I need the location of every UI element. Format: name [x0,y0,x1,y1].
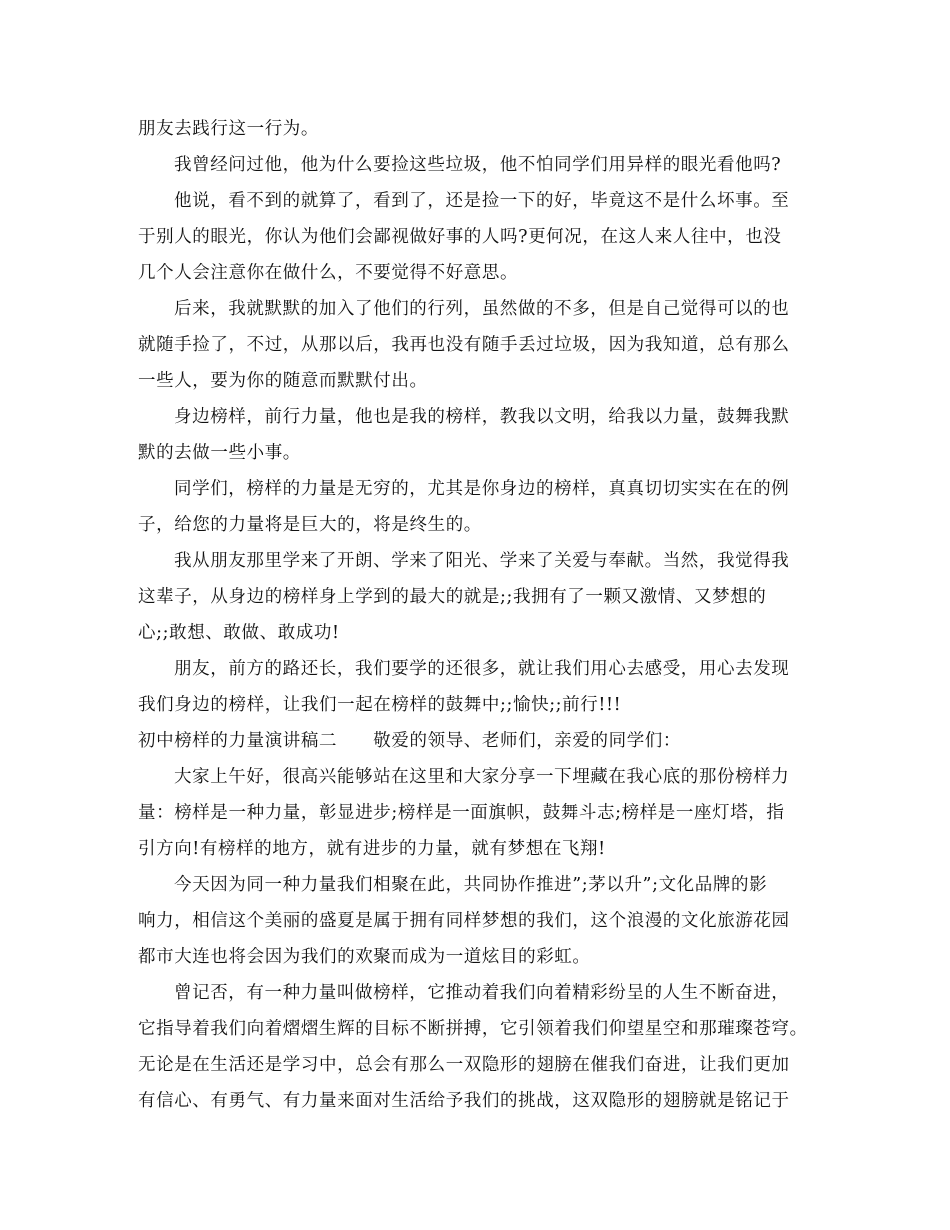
section-heading: 初中榜样的力量演讲稿二 敬爱的领导、老师们，亲爱的同学们： [138,731,681,751]
text-line: 几个人会注意你在做什么，不要觉得不好意思。 [138,263,519,283]
text-line: 都市大连也将会因为我们的欢聚而成为一道炫目的彩虹。 [138,947,591,967]
text-line: 它指导着我们向着熠熠生辉的目标不断拼搏，它引领着我们仰望星空和那璀璨苍穹。 [138,1019,808,1039]
text-line: 心;;敢想、敢做、敢成功! [138,623,340,643]
text-line: 后来，我就默默的加入了他们的行列，虽然做的不多，但是自己觉得可以的也 [174,299,790,319]
text-line: 引方向!有榜样的地方，就有进步的力量，就有梦想在飞翔! [138,839,606,859]
text-line: 有信心、有勇气、有力量来面对生活给予我们的挑战，这双隐形的翅膀就是铭记于 [138,1091,790,1111]
text-line: 朋友去践行这一行为。 [138,119,319,139]
text-line: 一些人，要为你的随意而默默付出。 [138,371,428,391]
text-line: 大家上午好，很高兴能够站在这里和大家分享一下埋藏在我心底的那份榜样力 [174,767,790,787]
text-line: 就随手捡了，不过，从那以后，我再也没有随手丢过垃圾，因为我知道，总有那么 [138,335,790,355]
text-line: 子，给您的力量将是巨大的，将是终生的。 [138,515,482,535]
text-line: 无论是在生活还是学习中，总会有那么一双隐形的翅膀在催我们奋进，让我们更加 [138,1055,790,1075]
text-line: 他说，看不到的就算了，看到了，还是捡一下的好，毕竟这不是什么坏事。至 [174,191,790,211]
text-line: 我曾经问过他，他为什么要捡这些垃圾，他不怕同学们用异样的眼光看他吗? [174,155,782,175]
text-line: 同学们，榜样的力量是无穷的，尤其是你身边的榜样，真真切切实实在在的例 [174,479,790,499]
text-line: 于别人的眼光，你认为他们会鄙视做好事的人吗?更何况，在这人来人往中，也没 [138,227,782,247]
text-line: 曾记否，有一种力量叫做榜样，它推动着我们向着精彩纷呈的人生不断奋进， [174,983,790,1003]
text-line: 量：榜样是一种力量，彰显进步;榜样是一面旗帜，鼓舞斗志;榜样是一座灯塔，指 [138,803,785,823]
text-line: 响力，相信这个美丽的盛夏是属于拥有同样梦想的我们，这个浪漫的文化旅游花园 [138,911,790,931]
text-line: 我们身边的榜样，让我们一起在榜样的鼓舞中;;愉快;;前行!!! [138,695,622,715]
text-line: 朋友，前方的路还长，我们要学的还很多，就让我们用心去感受，用心去发现 [174,659,790,679]
text-line: 默的去做一些小事。 [138,443,301,463]
text-line: 这辈子，从身边的榜样身上学到的最大的就是;;我拥有了一颗又激情、又梦想的 [138,587,767,607]
text-line: 今天因为同一种力量我们相聚在此，共同协作推进”;茅以升”;文化品牌的影 [174,875,768,895]
text-line: 我从朋友那里学来了开朗、学来了阳光、学来了关爱与奉献。当然，我觉得我 [174,551,790,571]
text-line: 身边榜样，前行力量，他也是我的榜样，教我以文明，给我以力量，鼓舞我默 [174,407,790,427]
